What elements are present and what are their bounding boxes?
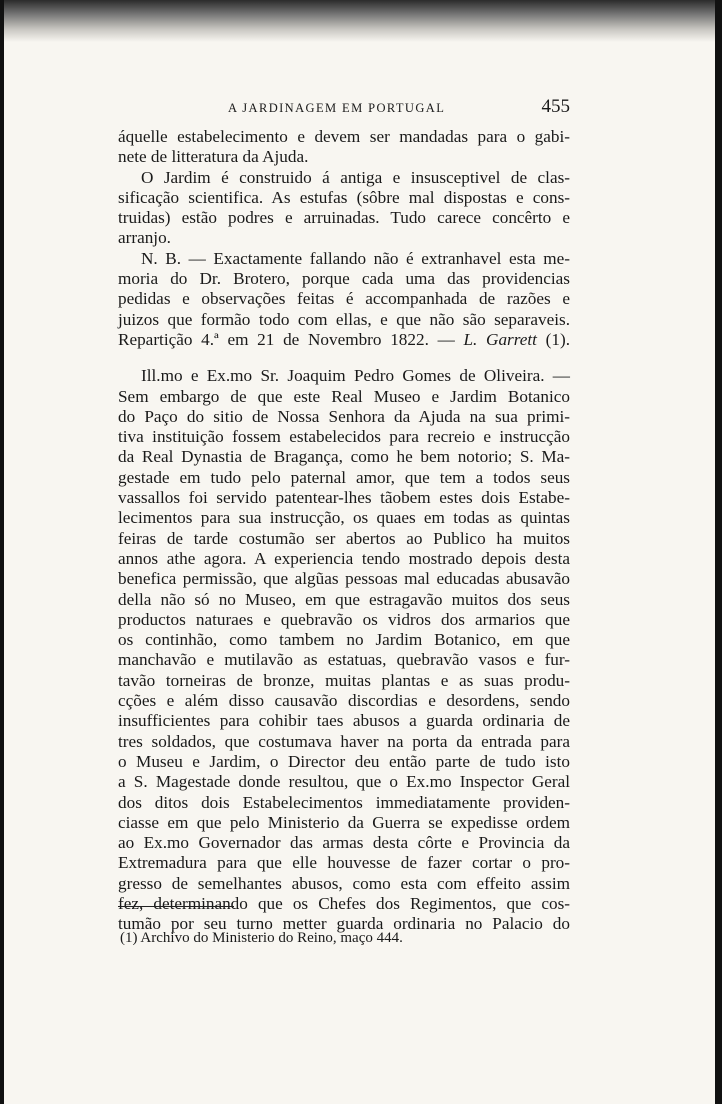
text-line: sificação scientifica. As estufas (sôbre mal dispostas e cons- [118, 187, 570, 207]
signature-line [118, 330, 570, 350]
text-line: Ill.mo e Ex.mo Sr. Joaquim Pedro Gomes de Oliveira. — [141, 366, 570, 386]
text-line: feiras de tarde costumão ser abertos ao Publico ha muitos [118, 528, 570, 548]
text-line: áquelle estabelecimento e devem ser mandadas para o gabi- [118, 127, 570, 146]
scan-shadow-top [0, 0, 722, 42]
text-line: Extremadura para que elle houvesse de fazer cortar o pro- [118, 853, 570, 873]
text-line: della não só no Museo, em que estragavão muitos dos seus [118, 589, 570, 609]
text-line: tres soldados, que costumava haver na porta da entrada para [118, 731, 570, 751]
text-line: Sem embargo de que este Real Museo e Jardim Botanico [118, 386, 570, 406]
text-line: fez, determinando que os Chefes dos Regimentos, que cos- [118, 893, 570, 913]
footnote: (1) Archivo do Ministerio do Reino, maço 444. [120, 930, 403, 946]
text-line: gestade em tudo pelo paternal amor, que tem a todos seus [118, 467, 570, 487]
text-line: o Museu e Jardim, o Director deu então parte de tudo isto [118, 751, 570, 771]
text-line: tavão torneiras de bronze, muitas plantas e as suas produ- [118, 670, 570, 690]
paragraph-4 [118, 366, 570, 934]
text-line: N. B. — Exactamente fallando não é extranhavel esta me- [141, 248, 570, 268]
signature-date: Repartição 4.ª em 21 de Novembro 1822. — [118, 329, 464, 349]
text-line: ao Ex.mo Governador das armas desta côrte e Provincia da [118, 833, 570, 853]
text-line: a S. Magestade donde resultou, que o Ex.mo Inspector Geral [118, 772, 570, 792]
text-line: vassallos foi servido patentear-lhes tãobem estes dois Estabe- [118, 488, 570, 508]
text-line: gresso de semelhantes abusos, como esta com effeito assim [118, 873, 570, 893]
scan-edge-left [0, 0, 4, 1104]
body-text [118, 127, 570, 935]
signature-author: L. Garrett [463, 329, 537, 349]
text-line: lecimentos para sua instrucção, os quaes em todas as quintas [118, 508, 570, 528]
text-line: dos ditos dois Estabelecimentos immediatamente providen- [118, 792, 570, 812]
text-line: ciasse em que pelo Ministerio da Guerra se expedisse ordem [118, 812, 570, 832]
page-header [118, 96, 570, 120]
text-line: annos athe agora. A experiencia tendo mostrado depois desta [118, 548, 570, 568]
text-line: insufficientes para cohibir taes abusos a guarda ordinaria de [118, 711, 570, 731]
paragraph-3 [118, 249, 570, 350]
text-line: arranjo. [118, 228, 171, 248]
text-line: moria do Dr. Brotero, porque cada uma das providencias [118, 269, 570, 289]
text-line: os continhão, como tambem no Jardim Botanico, em que [118, 630, 570, 650]
footnote-rule [118, 906, 234, 907]
text-line: da Real Dynastia de Bragança, como he bem notorio; S. Ma- [118, 447, 570, 467]
running-title: A JARDINAGEM EM PORTUGAL [228, 101, 446, 115]
text-line: tumão por seu turno metter guarda ordinaria no Palacio do [118, 914, 570, 934]
paragraph-gap [118, 350, 570, 366]
text-line: juizos que formão todo com ellas, e que não são separaveis. [118, 309, 570, 329]
text-line: do Paço do sitio de Nossa Senhora da Ajuda na sua primi- [118, 406, 570, 426]
text-line: manchavão e mutilavão as estatuas, quebravão vasos e fur- [118, 650, 570, 670]
text-line: pedidas e observações feitas é accompanhada de razões e [118, 289, 570, 309]
text-line: truidas) estão podres e arruinadas. Tudo carece concêrto e [118, 208, 570, 228]
scan-edge-right [715, 0, 722, 1104]
paragraph-2 [118, 168, 570, 249]
text-line: productos naturaes e quebravão os vidros dos armarios que [118, 609, 570, 629]
text-line: O Jardim é construido á antiga e insusceptivel de clas- [141, 167, 570, 187]
paragraph-1 [118, 127, 570, 168]
text-line: cções e além disso causavão discordias e desordens, sendo [118, 691, 570, 711]
text-line: benefica permissão, que algũas pessoas mal educadas abusavão [118, 569, 570, 589]
text-line: tiva instituição fossem estabelecidos para recreio e instrucção [118, 427, 570, 447]
text-line: nete de litteratura da Ajuda. [118, 147, 309, 167]
footnote-marker: (1). [536, 329, 570, 349]
page-number: 455 [541, 96, 570, 117]
